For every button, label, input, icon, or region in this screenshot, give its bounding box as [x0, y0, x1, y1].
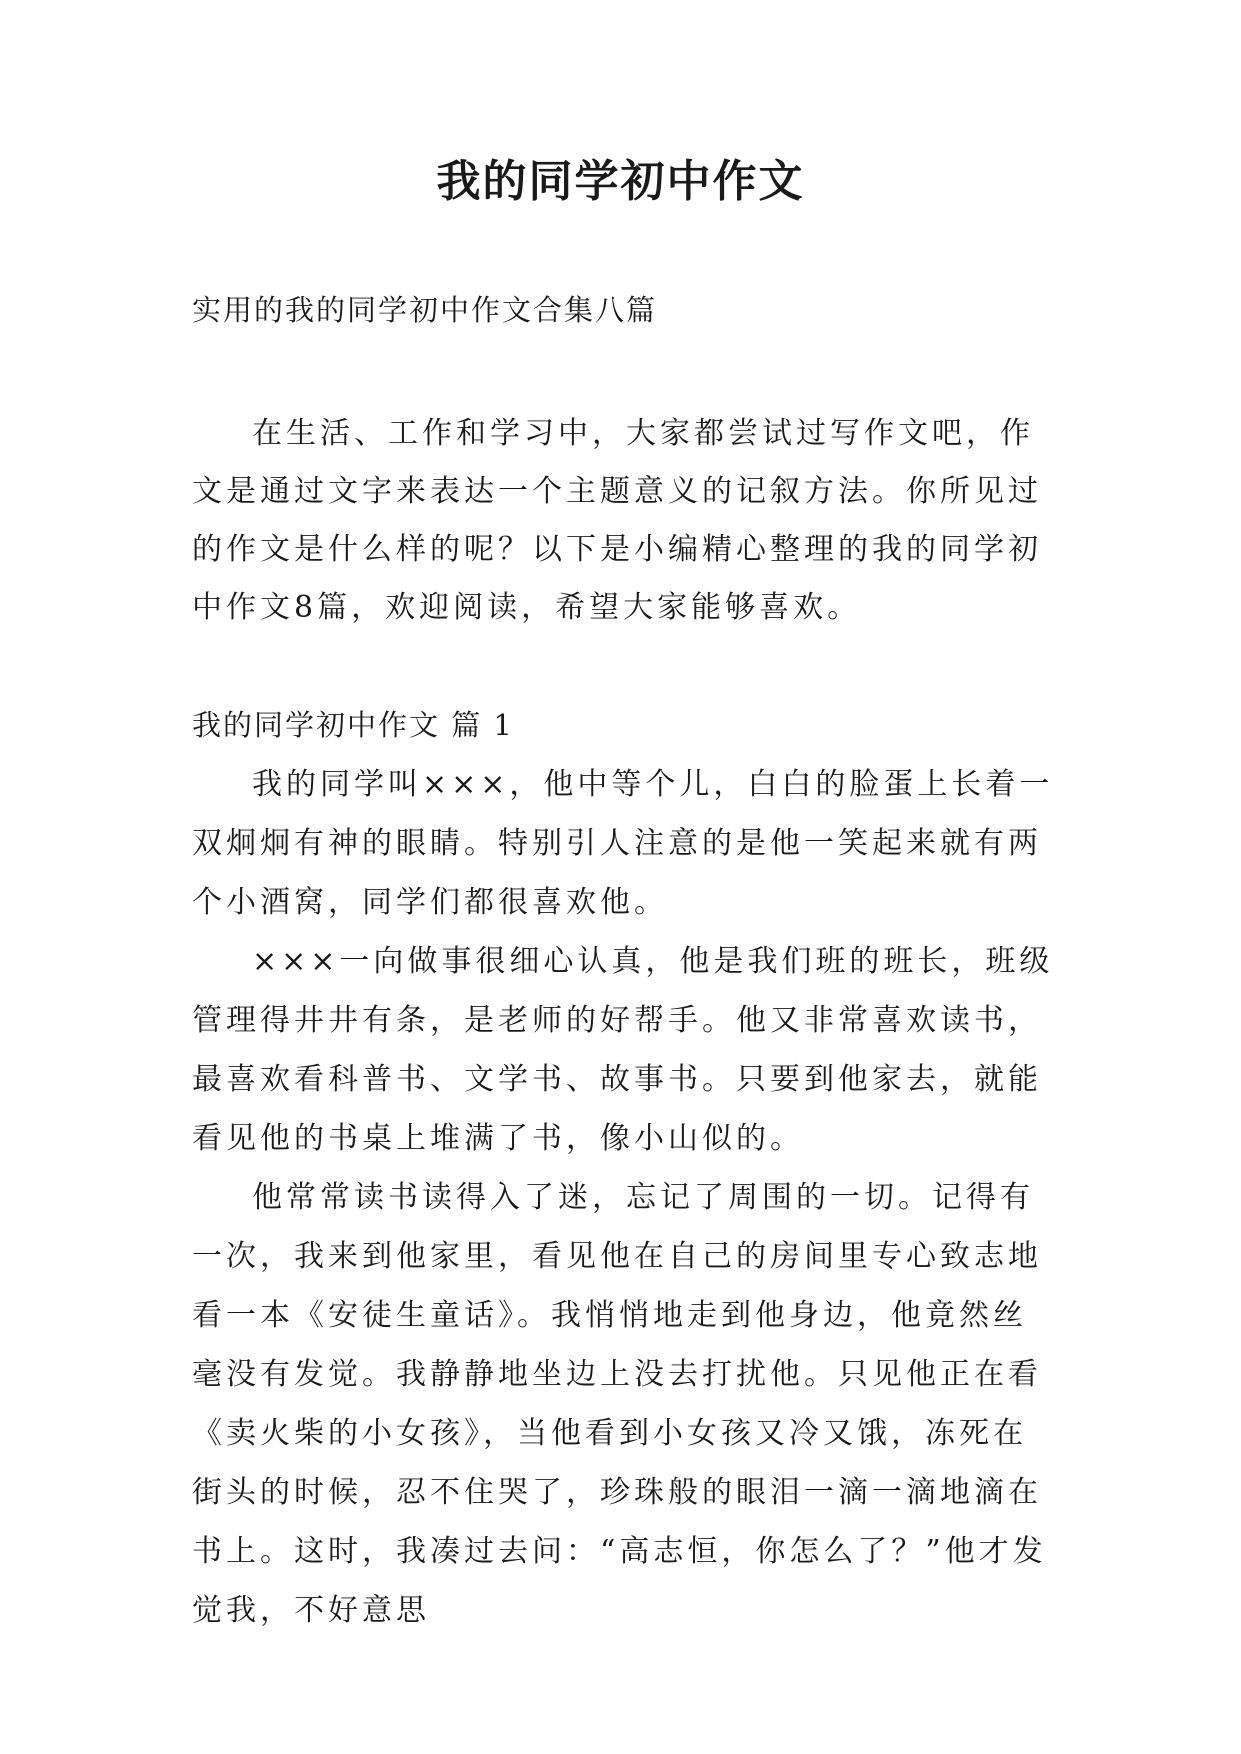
essay-body: [192, 755, 1060, 1640]
intro-section: [192, 405, 1060, 637]
intro-paragraph: 在生活、工作和学习中，大家都尝试过写作文吧，作文是通过文字来表达一个主题意义的记叙方法。你所见过的作文是什么样的呢？以下是小编精心整理的我的同学初中作文8篇，欢迎阅读，希望大家能够喜欢。: [192, 416, 1042, 625]
essay-paragraph: 他常常读书读得入了迷，忘记了周围的一切。记得有一次，我来到他家里，看见他在自己的房间里专心致志地看一本《安徒生童话》。我悄悄地走到他身边，他竟然丝毫没有发觉。我静静地坐边上没去打扰他。只见他正在看《卖火柴的小女孩》，当他看到小女孩又冷又饿，冻死在街头的时候，忍不住哭了，珍珠般的眼泪一滴一滴地滴在书上。这时，我凑过去问：“高志恒，你怎么了？”他才发觉我，不好意思: [192, 1180, 1047, 1628]
essay-paragraph: 我的同学叫×××，他中等个儿，白白的脸蛋上长着一双炯炯有神的眼睛。特别引人注意的是他一笑起来就有两个小酒窝，同学们都很喜欢他。: [192, 767, 1054, 920]
essay-heading: 我的同学初中作文 篇 1: [192, 708, 514, 742]
document-title: 我的同学初中作文: [436, 156, 805, 207]
document-subtitle: 实用的我的同学初中作文合集八篇: [192, 293, 658, 327]
essay-paragraph: ×××一向做事很细心认真，他是我们班的班长，班级管理得井井有条，是老师的好帮手。他又非常喜欢读书，最喜欢看科普书、文学书、故事书。只要到他家去，就能看见他的书桌上堆满了书，像小山似的。: [192, 944, 1054, 1156]
